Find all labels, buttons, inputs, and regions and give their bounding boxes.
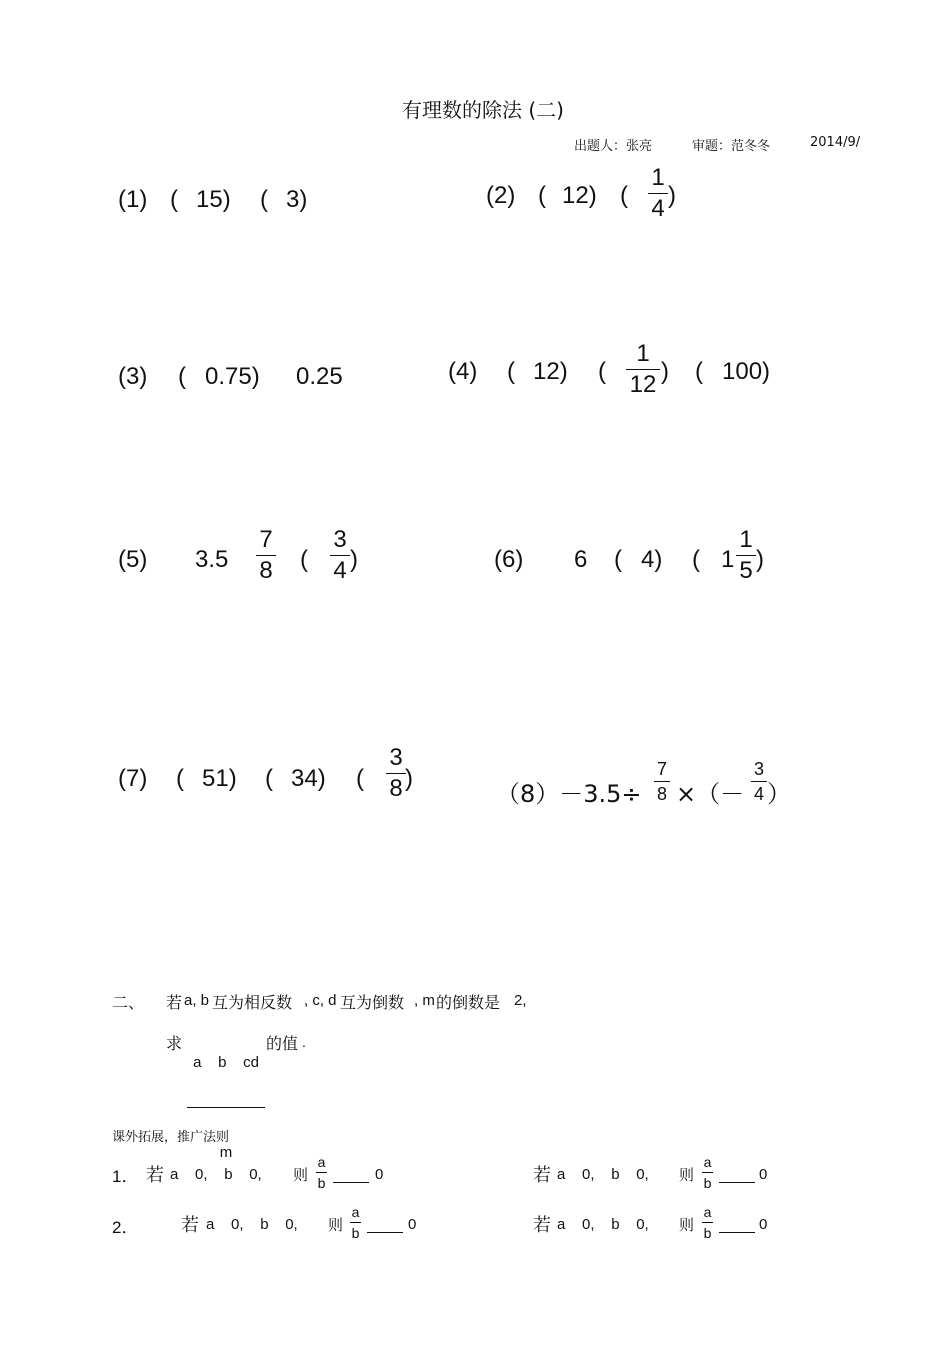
denominator: b <box>317 1175 326 1191</box>
fraction-bar <box>626 369 660 370</box>
fraction-bar <box>330 555 350 556</box>
whole-part: 1 <box>721 546 735 573</box>
denominator: 8 <box>656 784 667 804</box>
fraction <box>648 166 668 221</box>
paren: ( <box>695 358 703 385</box>
problem-label: (5) <box>118 546 148 573</box>
numerator: a b cd <box>193 1054 259 1071</box>
numerator: 3 <box>753 759 764 779</box>
answer-blank[interactable] <box>719 1218 755 1233</box>
fraction-bar <box>702 1172 713 1173</box>
value: 0 <box>759 1216 768 1233</box>
section-marker: 二、 <box>112 993 145 1012</box>
paren: ( <box>356 765 364 792</box>
fraction <box>350 1205 361 1240</box>
paren: ( <box>692 546 700 573</box>
author: 出题人：张亮 <box>574 139 653 154</box>
paren: ( <box>614 546 622 573</box>
text: 若 <box>166 993 183 1012</box>
fraction-bar <box>350 1222 361 1223</box>
variables: a, b <box>184 992 210 1009</box>
numerator: 7 <box>259 526 273 553</box>
denominator: 5 <box>739 557 753 584</box>
denominator: 4 <box>651 195 665 222</box>
answer-blank[interactable] <box>333 1168 369 1183</box>
fraction <box>654 760 670 803</box>
problem-label: (3) <box>118 363 148 390</box>
operand: 4) <box>641 546 663 573</box>
denominator: 8 <box>259 557 273 584</box>
page-title: 有理数的除法 (二) <box>402 98 564 122</box>
paren: ( <box>265 765 273 792</box>
paren: ) <box>756 546 764 573</box>
numerator: a <box>351 1204 360 1220</box>
fraction <box>386 746 406 801</box>
fraction <box>316 1155 327 1190</box>
fraction-bar <box>751 781 767 782</box>
text: 的倒数是 <box>436 993 501 1012</box>
numerator: a <box>703 1154 712 1170</box>
variables: , m <box>414 992 435 1009</box>
paren: ( <box>300 546 308 573</box>
problem-label: (2) <box>486 182 516 209</box>
operand: 51) <box>202 765 237 792</box>
denominator: 4 <box>753 784 764 804</box>
denominator: 12 <box>629 371 657 398</box>
text: 若 <box>146 1165 164 1186</box>
fraction <box>626 342 660 397</box>
condition: a 0, b 0, <box>557 1166 649 1183</box>
paren: ) <box>661 358 669 385</box>
numerator: a <box>703 1204 712 1220</box>
problem-label: (4) <box>448 358 478 385</box>
fraction <box>330 528 350 583</box>
text: 若 <box>533 1215 551 1236</box>
text: 若 <box>181 1215 199 1236</box>
paren: ) <box>405 765 413 792</box>
numerator: 1 <box>651 164 665 191</box>
text: 互为倒数 <box>340 993 405 1012</box>
paren: ( <box>260 186 268 213</box>
operand: 100) <box>722 358 771 385</box>
fraction <box>751 760 767 803</box>
denominator: m <box>219 1144 233 1161</box>
text: 互为相反数 <box>212 993 293 1012</box>
condition: a 0, b 0, <box>206 1216 298 1233</box>
section-heading: 课外拓展，推广法则 <box>112 1130 230 1145</box>
fraction-bar <box>386 773 406 774</box>
row-index: 1． <box>112 1167 139 1186</box>
problem-label: (7) <box>118 765 148 792</box>
operand: 15) <box>196 186 231 213</box>
operand: 0.25 <box>296 363 343 390</box>
value: 2, <box>514 992 527 1009</box>
value: 0 <box>375 1166 384 1183</box>
operand: 3) <box>286 186 308 213</box>
denominator: b <box>703 1175 712 1191</box>
condition: a 0, b 0, <box>557 1216 649 1233</box>
period: . <box>302 1034 306 1050</box>
text: 的值 <box>266 1034 299 1053</box>
problem-label: （8）－3.5÷ <box>496 780 642 808</box>
denominator: b <box>703 1225 712 1241</box>
condition: a 0, b 0, <box>170 1166 262 1183</box>
reviewer: 审题：范冬冬 <box>692 139 771 154</box>
fraction <box>702 1155 713 1190</box>
numerator: a <box>317 1154 326 1170</box>
operand: 34) <box>291 765 326 792</box>
numerator: 7 <box>656 759 667 779</box>
paren: ( <box>178 363 186 390</box>
paren: ) <box>668 182 676 209</box>
text: 则 <box>679 1216 695 1234</box>
problem-label: (1) <box>118 186 148 213</box>
fraction-bar <box>187 1107 265 1108</box>
fraction-bar <box>702 1222 713 1223</box>
fraction <box>256 528 276 583</box>
numerator: 1 <box>739 526 753 553</box>
paren: ） <box>767 780 791 808</box>
numerator: 3 <box>389 744 403 771</box>
paren: ( <box>598 358 606 385</box>
fraction-bar <box>736 555 756 556</box>
operand: 12) <box>533 358 568 385</box>
denominator: 4 <box>333 557 347 584</box>
operator: ×（－ <box>676 780 745 808</box>
problem-label: (6) <box>494 546 524 573</box>
numerator: 1 <box>636 340 650 367</box>
paren: ( <box>176 765 184 792</box>
answer-blank[interactable] <box>367 1218 403 1233</box>
operand: 3.5 <box>195 546 229 573</box>
fraction-bar <box>648 193 668 194</box>
row-index: 2． <box>112 1218 139 1237</box>
operand: 0.75) <box>205 363 260 390</box>
paren: ) <box>350 546 358 573</box>
text: 则 <box>328 1216 344 1234</box>
operand: 12) <box>562 182 597 209</box>
operand: 6 <box>574 546 588 573</box>
denominator: 8 <box>389 775 403 802</box>
variables: , c, d <box>304 992 337 1009</box>
value: 0 <box>408 1216 417 1233</box>
fraction-bar <box>316 1172 327 1173</box>
denominator: b <box>351 1225 360 1241</box>
fraction-bar <box>256 555 276 556</box>
paren: ( <box>620 182 628 209</box>
value: 0 <box>759 1166 768 1183</box>
answer-blank[interactable] <box>719 1168 755 1183</box>
text: 求 <box>166 1034 183 1053</box>
paren: ( <box>170 186 178 213</box>
text: 则 <box>679 1166 695 1184</box>
fraction <box>736 528 756 583</box>
text: 则 <box>293 1166 309 1184</box>
paren: ( <box>538 182 546 209</box>
fraction <box>702 1205 713 1240</box>
paren: ( <box>507 358 515 385</box>
text: 若 <box>533 1165 551 1186</box>
fraction-bar <box>654 781 670 782</box>
date: 2014/9/ <box>810 135 861 150</box>
numerator: 3 <box>333 526 347 553</box>
